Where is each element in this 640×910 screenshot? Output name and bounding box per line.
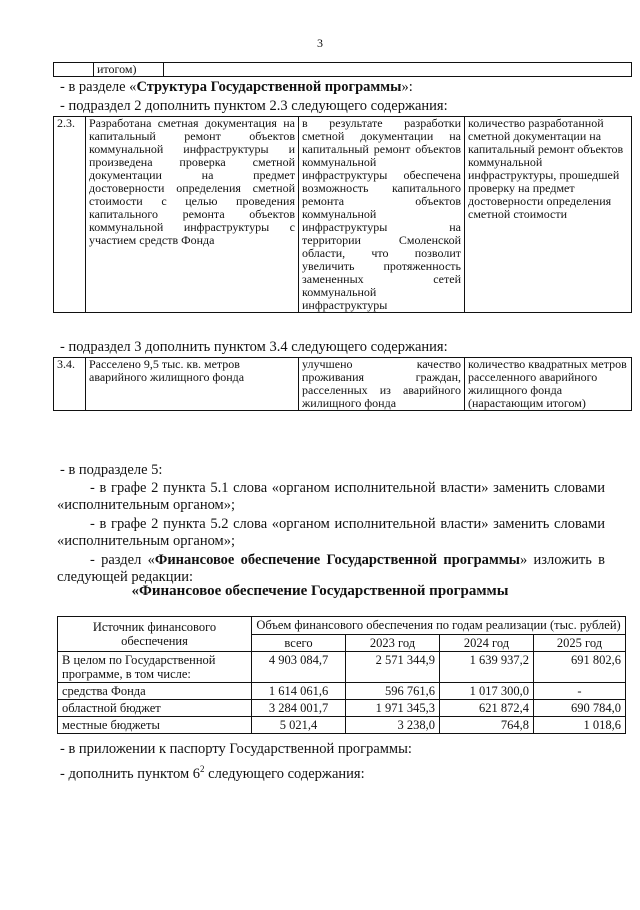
table-row [58,683,626,700]
row-label: средства Фонда [58,683,252,700]
table-row [54,358,632,411]
table-cell: - [534,683,626,700]
paragraph-5-2: - в графе 2 пункта 5.2 слова «органом исполнительной власти» заменить словами «исполнительным органом»; [57,516,605,549]
financial-heading: «Финансовое обеспечение Государственной программы [131,583,509,599]
financial-section-intro: - раздел «Финансовое обеспечение Государственной программы» изложить в следующей редакции: [57,552,606,585]
table-cell: 621 872,4 [440,700,534,717]
table-cell: 3 284 001,7 [252,700,346,717]
column-header-year: всего [252,634,346,652]
table-row [54,63,632,77]
table-header-row [58,617,626,635]
column-header-source: Источник финансового обеспечения [58,617,252,652]
column-header-volume: Объем финансового обеспечения по годам реализации (тыс. рублей) [252,617,626,635]
table-cell: 4 903 084,7 [252,652,346,683]
point-6-2-intro: - дополнить пунктом $6^2$ следующего содержания: [60,764,365,782]
subsection-3-intro: - подраздел 3 дополнить пунктом 3.4 следующего содержания: [60,339,448,355]
task-cell: Расселено 9,5 тыс. кв. метров аварийного жилищного фонда [86,358,299,411]
column-header-year: 2024 год [440,634,534,652]
table-cell: 690 784,0 [534,700,626,717]
table-row-3-4 [53,357,632,411]
table-cell: 596 761,6 [346,683,440,700]
table-cell: 691 802,6 [534,652,626,683]
row-label: В целом по Государственной программе, в том числе: [58,652,252,683]
section-structure-intro: - в разделе «Структура Государственной программы»: [60,79,413,95]
table-cell: 5 021,4 [252,717,346,734]
indicator-cell: количество разработанной сметной документации на капитальный ремонт объектов коммунальной инфраструктуры, прошедшей проверку на предмет достоверности определения сметной стоимости [465,117,632,313]
table-cell: 764,8 [440,717,534,734]
table-cell: 1 971 345,3 [346,700,440,717]
table-cell: 1 017 300,0 [440,683,534,700]
task-cell: Разработана сметная документация на капитальный ремонт объектов коммунальной инфраструктуры и произведена проверка сметной документации на предмет достоверности определения сметной стоимости с целью проведения капитального ремонта объектов коммунальной инфраструктуры с участием средств Фонда [86,117,299,313]
paragraph-5-1: - в графе 2 пункта 5.1 слова «органом исполнительной власти» заменить словами «исполнительным органом»; [57,480,605,513]
effect-cell: в результате разработки сметной документации на капитальный ремонт объектов коммунальной инфраструктуры обеспечена возможность капитального ремонта объектов коммунальной инфраструктуры на территории Смоленской области, что позволит увеличить протяженность замененных сетей коммунальной инфраструктуры [299,117,465,313]
row-number: 3.4. [54,358,86,411]
column-header-year: 2025 год [534,634,626,652]
table-row [54,117,632,313]
row-number: 2.3. [54,117,86,313]
appendix-intro: - в приложении к паспорту Государственной программы: [60,741,412,757]
effect-cell: улучшено качество проживания граждан, расселенных из аварийного жилищного фонда [299,358,465,411]
previous-table-tail [53,62,632,77]
table-cell: 1 614 061,6 [252,683,346,700]
table-cell: 1 639 937,2 [440,652,534,683]
table-row [58,700,626,717]
row-label: областной бюджет [58,700,252,717]
table-cell: 3 238,0 [346,717,440,734]
table-row [58,652,626,683]
subsection-2-intro: - подраздел 2 дополнить пунктом 2.3 следующего содержания: [60,98,448,114]
row-label: местные бюджеты [58,717,252,734]
financial-table [57,616,626,734]
indicator-cell: количество квадратных метров расселенного аварийного жилищного фонда (нарастающим итогом) [465,358,632,411]
table-row [58,717,626,734]
column-header-year: 2023 год [346,634,440,652]
table-cell: 1 018,6 [534,717,626,734]
table-cell: итогом) [94,63,164,77]
table-cell [54,63,94,77]
table-cell [164,63,632,77]
subsection-5-intro: - в подразделе 5: [60,462,163,478]
table-cell: 2 571 344,9 [346,652,440,683]
page-number: 3 [317,36,323,50]
table-row-2-3 [53,116,632,313]
